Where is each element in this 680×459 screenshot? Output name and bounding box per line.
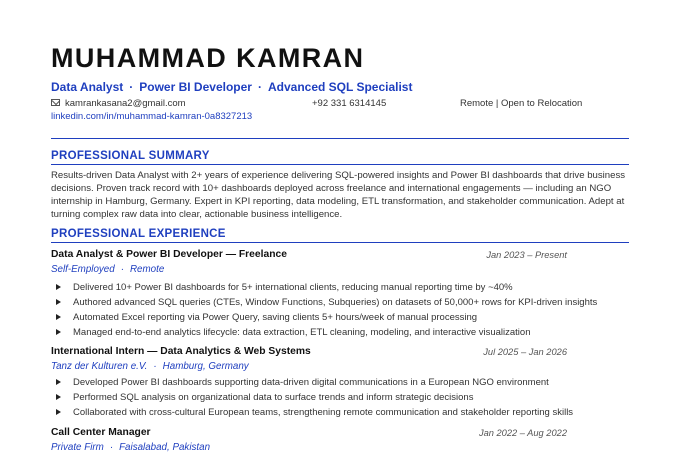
email-text: kamrankasana2@gmail.com [65,98,186,109]
org-separator: · [153,361,157,372]
job-organization [51,264,164,275]
bullet-text: Delivered 10+ Power BI dashboards for 5+ international clients, reducing manual reporting time by ~40% [73,282,513,293]
experience-heading: PROFESSIONAL EXPERIENCE [51,228,226,240]
role-separator: · [129,80,134,94]
bullet-text: Collaborated with cross-cultural European teams, strengthening remote communication and stakeholder reporting skills [73,407,574,418]
bullet-text: Performed SQL analysis on organizational data to surface trends and inform strategic decisions [73,392,474,403]
job-bullet [56,392,473,403]
bullet-text: Automated Excel reporting via Power Query, saving clients 5+ hours/week of manual processing [73,312,478,323]
summary-divider [51,164,629,165]
role-sql-specialist: Advanced SQL Specialist [267,80,413,94]
job-org-name: Private Firm [51,442,104,453]
triangle-bullet-icon [56,284,61,290]
job-bullet [56,377,549,388]
org-separator: · [120,264,124,275]
candidate-name: MUHAMMAD KAMRAN [51,43,365,73]
role-data-analyst: Data Analyst [51,80,124,94]
job-dates: Jul 2025 – Jan 2026 [483,347,567,357]
job-location: Hamburg, Germany [162,361,249,372]
job-bullet [56,407,573,418]
triangle-bullet-icon [56,394,61,400]
job-location: Faisalabad, Pakistan [119,442,211,453]
job-bullet [56,282,513,293]
job-bullet [56,327,531,338]
job-bullet [56,297,597,308]
job-title: Call Center Manager [51,427,151,438]
experience-divider [51,242,629,243]
phone-contact: +92 331 6314145 [312,98,387,109]
job-org-name: Self-Employed [51,264,115,275]
mail-icon [51,99,60,106]
job-title: Data Analyst & Power BI Developer — Freelance [51,249,287,260]
bullet-text: Developed Power BI dashboards supporting data-driven digital communications in a European NGO environment [73,377,549,388]
job-org-name: Tanz der Kulturen e.V. [51,361,148,372]
location-contact: Remote | Open to Relocation [460,98,583,109]
triangle-bullet-icon [56,409,61,415]
job-organization [51,361,249,372]
job-location: Remote [129,264,165,275]
email-contact[interactable] [51,98,186,109]
role-tagline [51,80,412,94]
org-separator: · [109,442,114,453]
bullet-text: Authored advanced SQL queries (CTEs, Window Functions, Subqueries) on datasets of 50,000+ rows for KPI-driven insights [73,297,598,308]
bullet-text: Managed end-to-end analytics lifecycle: data extraction, ETL cleaning, modeling, and interactive visualization [73,327,531,338]
linkedin-link[interactable]: linkedin.com/in/muhammad-kamran-0a8327213 [51,111,253,122]
job-title: International Intern — Data Analytics & Web Systems [51,346,311,357]
job-dates: Jan 2023 – Present [486,250,567,260]
triangle-bullet-icon [56,314,61,320]
role-separator: · [257,80,262,94]
summary-heading: PROFESSIONAL SUMMARY [51,150,210,162]
triangle-bullet-icon [56,379,61,385]
summary-text: Results-driven Data Analyst with 2+ years of experience delivering SQL-powered insights and Power BI dashboards that drive business decisions. Proven track record with 10+ dashboards deployed across freelance and international engagements — including an NGO internship in Hamburg, Germany. Expert in KPI reporting, data modeling, ETL transformation, and stakeholder communication. Adept at turning complex raw data into clear, actionable business intelligence. [51,170,626,220]
job-bullet [56,312,477,323]
triangle-bullet-icon [56,299,61,305]
header-divider [51,138,629,139]
triangle-bullet-icon [56,329,61,335]
job-organization [51,442,210,453]
role-power-bi-developer: Power BI Developer [139,80,252,94]
job-dates: Jan 2022 – Aug 2022 [478,428,567,438]
